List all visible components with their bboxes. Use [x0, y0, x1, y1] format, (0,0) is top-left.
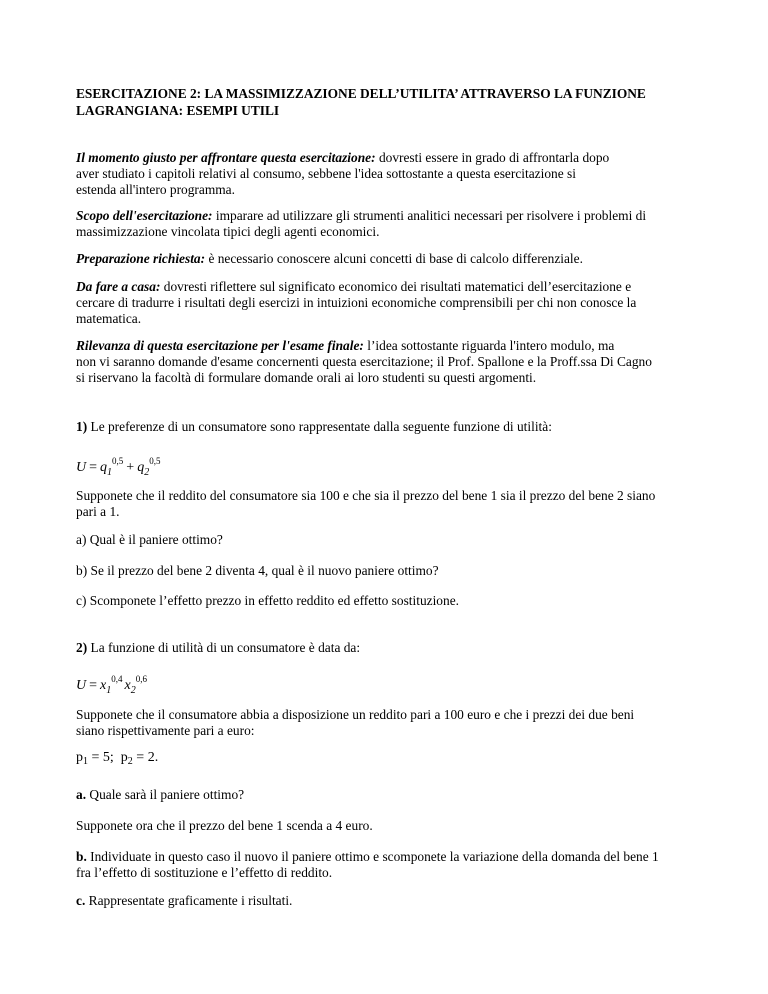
intro-lead: Scopo dell'esercitazione:: [76, 208, 213, 223]
exercise-text: Le preferenze di un consumatore sono rappresentate dalla seguente funzione di utilità:: [90, 419, 552, 434]
formula-var: q: [100, 460, 108, 475]
intro-text: estenda all'intero programma.: [76, 182, 235, 197]
assumption-text: Supponete che il reddito del consumatore sia 100 e che sia il prezzo del bene 1 sia il prezzo del bene 2 siano: [76, 488, 656, 503]
exercise-1-statement: [76, 419, 706, 435]
price-value: = 5;: [88, 750, 121, 765]
formula-exponent: 0,4: [111, 674, 123, 684]
intro-text: l’idea sottostante riguarda l'intero modulo, ma: [367, 338, 615, 353]
intro-paragraph-exam-relevance: [76, 338, 706, 386]
formula-exponent: 0,5: [149, 456, 161, 466]
exercise-1-assumption: [76, 488, 706, 520]
formula-var: x: [124, 678, 131, 693]
question-label: c.: [76, 893, 86, 908]
question-text: c) Scomponete l’effetto prezzo in effetto reddito ed effetto sostituzione.: [76, 593, 459, 608]
exercise-2-prices: [76, 750, 706, 770]
intro-lead: Il momento giusto per affrontare questa esercitazione:: [76, 150, 376, 165]
formula-var: x: [100, 678, 107, 693]
intro-text: massimizzazione vincolata tipici degli agenti economici.: [76, 224, 380, 239]
question-text: Rappresentate graficamente i risultati.: [88, 893, 293, 908]
exercise-2-question-a: [76, 787, 706, 803]
price-var: p: [120, 750, 128, 765]
formula-lhs: U: [76, 678, 87, 693]
intro-lead: Rilevanza di questa esercitazione per l'esame finale:: [76, 338, 364, 353]
formula-subscript: 1: [107, 467, 113, 478]
question-label: a.: [76, 787, 87, 802]
intro-text: cercare di tradurre i risultati degli esercizi in intuizioni economiche comprensibili per chi non conosce la: [76, 295, 637, 310]
assumption-text: Supponete che il consumatore abbia a disposizione un reddito pari a 100 euro e che i prezzi dei due beni: [76, 707, 635, 722]
question-text: fra l’effetto di sostituzione e l’effetto di reddito.: [76, 865, 333, 880]
intro-lead: Da fare a casa:: [76, 279, 161, 294]
formula-equals: =: [89, 678, 98, 693]
exercise-number: 1): [76, 419, 88, 434]
formula-var: q: [137, 460, 145, 475]
exercise-1-question-c: [76, 593, 706, 609]
exercise-2-formula: [76, 671, 706, 699]
formula-lhs: U: [76, 460, 87, 475]
price-subscript: 1: [83, 756, 88, 767]
formula-plus: +: [126, 460, 135, 475]
intro-text: aver studiato i capitoli relativi al consumo, sebbene l'idea sottostante a questa esercitazione si: [76, 166, 576, 181]
document-title: [76, 85, 706, 119]
question-label: b.: [76, 849, 87, 864]
exercise-1-question-b: [76, 563, 706, 579]
exercise-2-question-c: [76, 893, 706, 909]
exercise-2-statement: [76, 640, 706, 656]
question-text: a) Qual è il paniere ottimo?: [76, 532, 223, 547]
question-text: b) Se il prezzo del bene 2 diventa 4, qual è il nuovo paniere ottimo?: [76, 563, 439, 578]
assumption-text: siano rispettivamente pari a euro:: [76, 723, 255, 738]
formula-equals: =: [89, 460, 98, 475]
intro-text: dovresti riflettere sul significato economico dei risultati matematici dell’esercitazione e: [163, 279, 632, 294]
intro-text: dovresti essere in grado di affrontarla dopo: [378, 150, 610, 165]
intro-text: non vi saranno domande d'esame concernenti questa esercitazione; il Prof. Spallone e la Proff.ssa Di Cagno: [76, 354, 652, 369]
price-var: p: [76, 750, 83, 765]
formula-subscript: 1: [106, 685, 112, 696]
question-text: Individuate in questo caso il nuovo il paniere ottimo e scomponete la variazione della domanda del bene 1: [90, 849, 659, 864]
exercise-2-question-b: [76, 849, 706, 881]
assumption-text: pari a 1.: [76, 504, 120, 519]
formula-subscript: 2: [130, 685, 136, 696]
formula-exponent: 0,6: [135, 674, 147, 684]
intro-paragraph-preparation: [76, 251, 706, 267]
exercise-2-assumption: [76, 707, 706, 739]
intro-paragraph-homework: [76, 279, 706, 327]
exercise-2-change: [76, 818, 706, 834]
intro-text: matematica.: [76, 311, 142, 326]
change-text: Supponete ora che il prezzo del bene 1 scenda a 4 euro.: [76, 818, 373, 833]
intro-lead: Preparazione richiesta:: [76, 251, 206, 266]
price-value: = 2.: [132, 750, 159, 765]
exercise-1-formula: [76, 453, 706, 481]
formula-subscript: 2: [144, 467, 150, 478]
exercise-1-question-a: [76, 532, 706, 548]
intro-text: si riservano la facoltà di formulare domande orali ai loro studenti su questi argomenti.: [76, 370, 537, 385]
question-text: Quale sarà il paniere ottimo?: [89, 787, 245, 802]
intro-paragraph-timing: [76, 150, 706, 198]
intro-text: è necessario conoscere alcuni concetti di base di calcolo differenziale.: [208, 251, 583, 266]
exercise-text: La funzione di utilità di un consumatore è data da:: [90, 640, 361, 655]
exercise-number: 2): [76, 640, 88, 655]
formula-exponent: 0,5: [112, 456, 124, 466]
title-text: ESERCITAZIONE 2: LA MASSIMIZZAZIONE DELL’UTILITA’ ATTRAVERSO LA FUNZIONE LAGRANGIANA: ESEMPI UTILI: [76, 86, 646, 118]
price-subscript: 2: [127, 756, 133, 767]
intro-paragraph-scope: [76, 208, 706, 240]
intro-text: imparare ad utilizzare gli strumenti analitici necessari per risolvere i problemi di: [215, 208, 647, 223]
